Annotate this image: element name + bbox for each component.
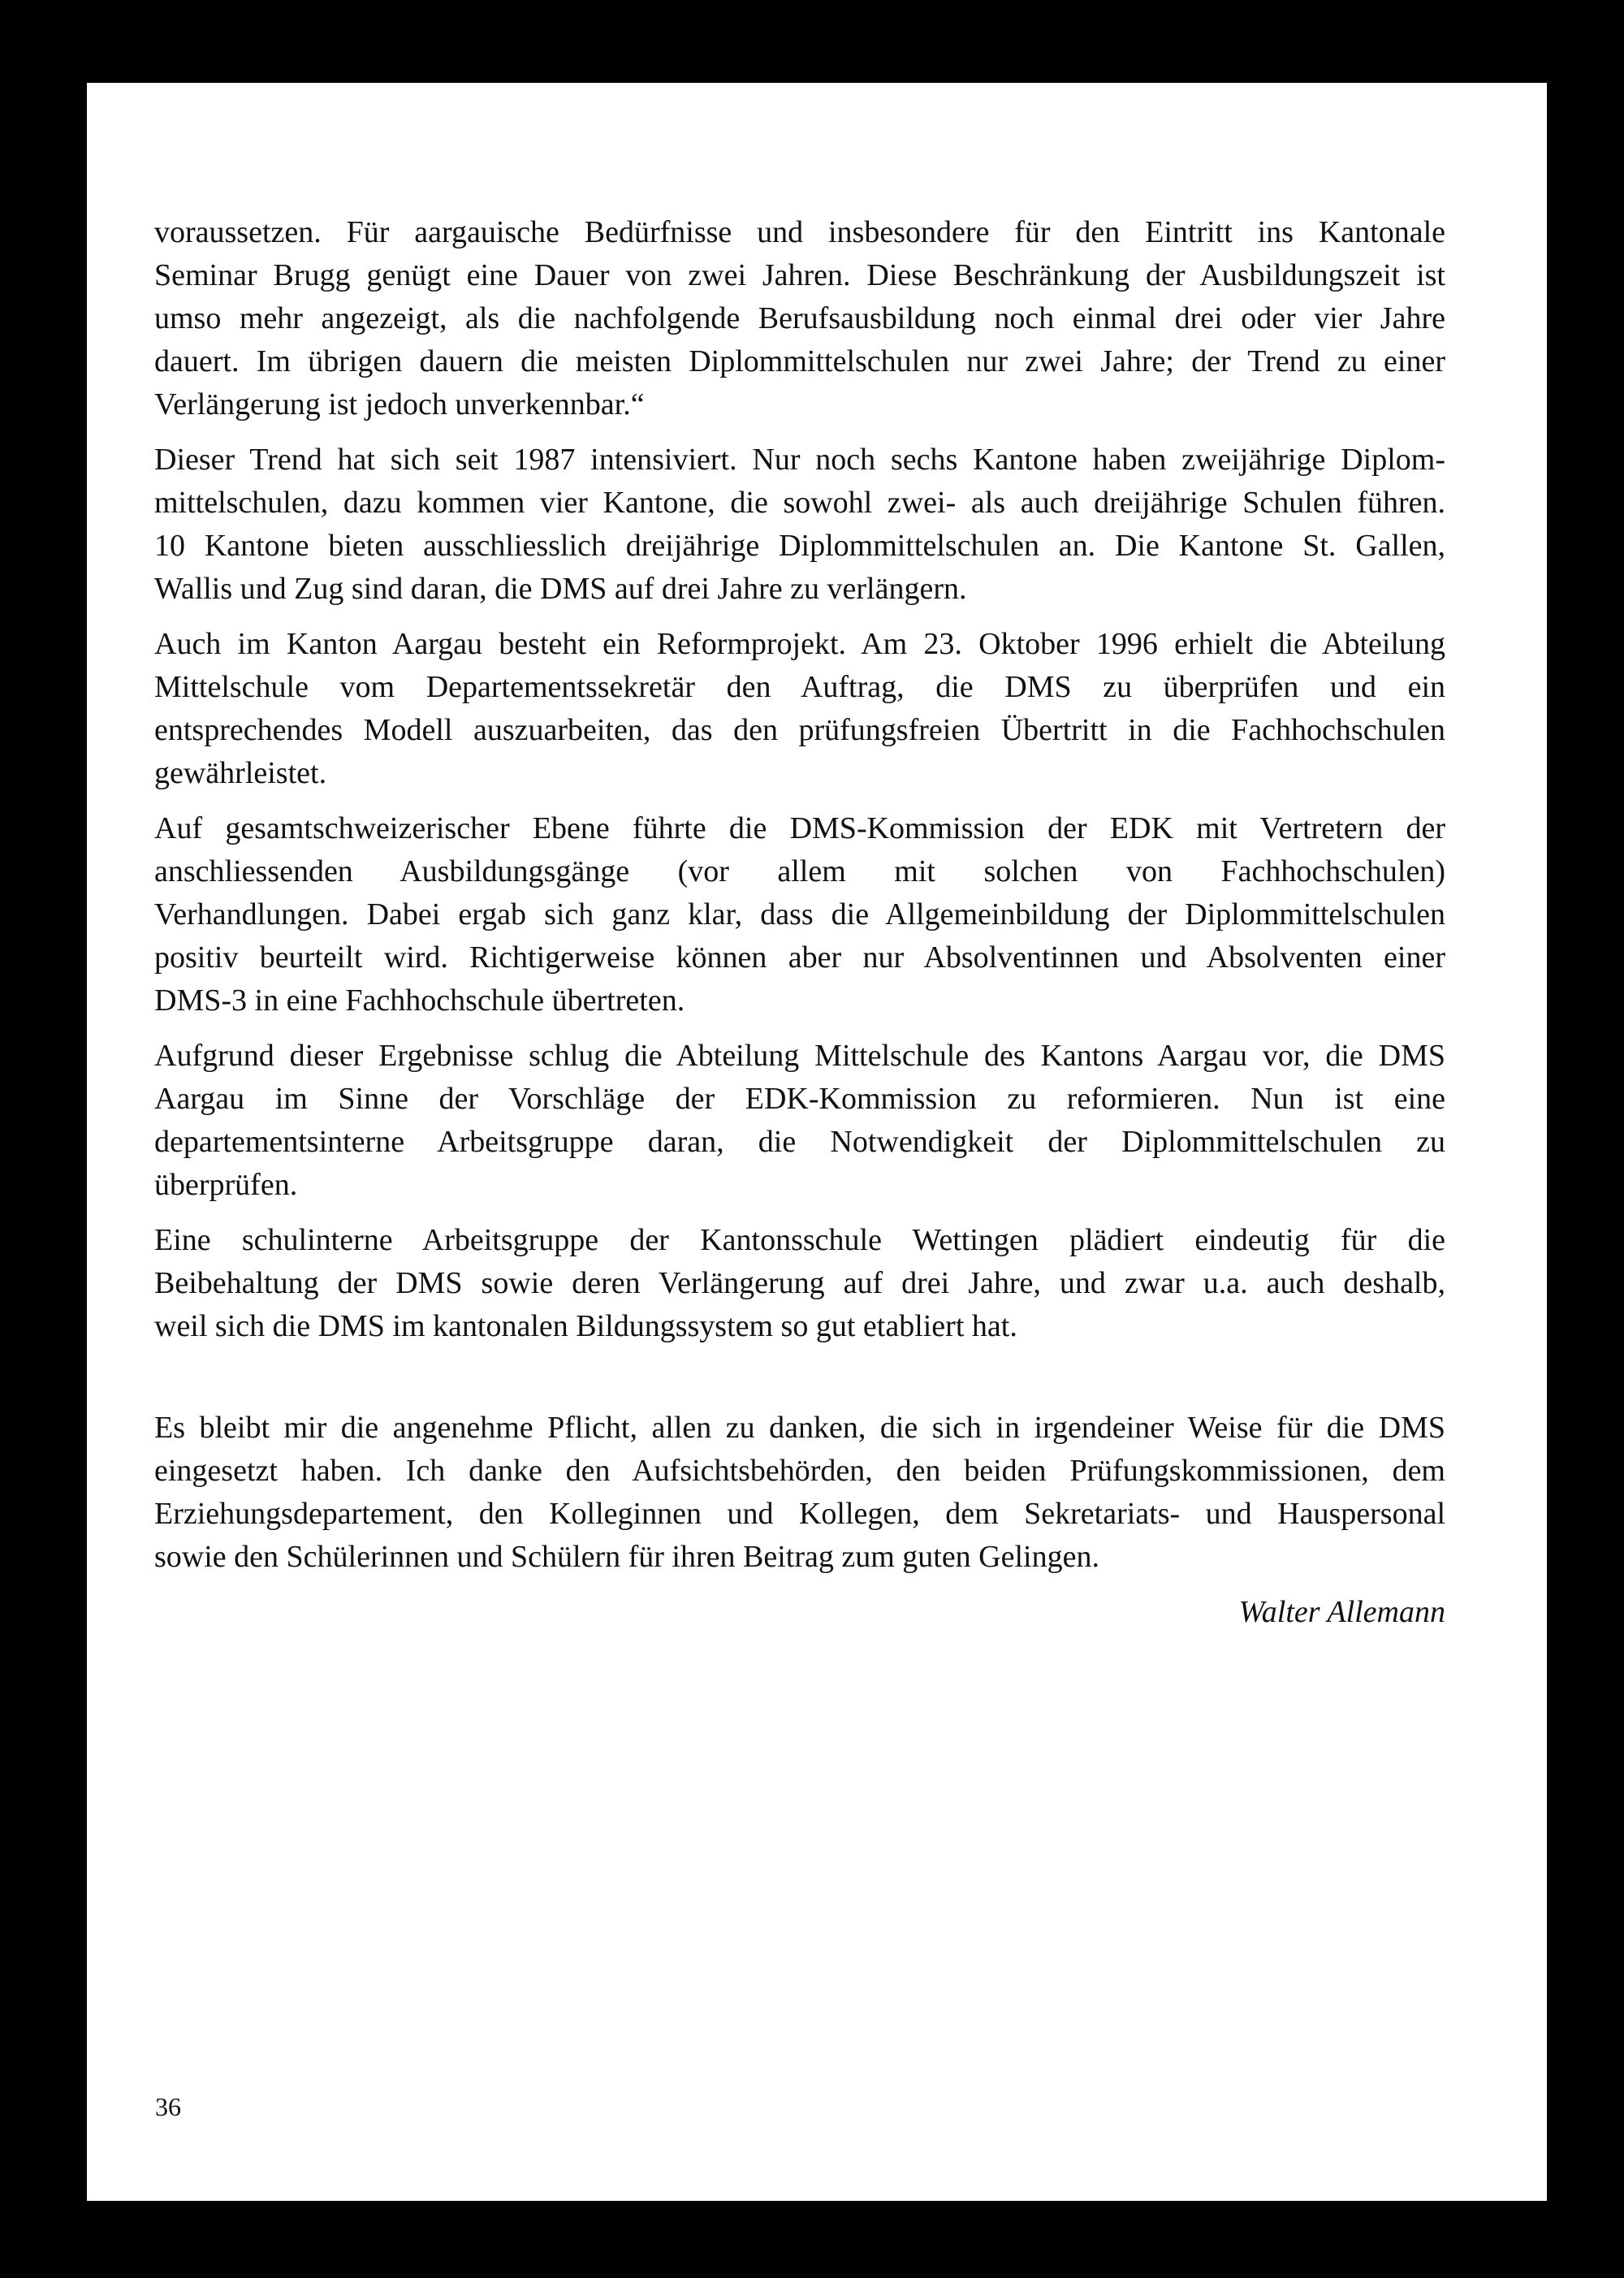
text-line: voraussetzen. Für aargauische Bedürfnisse und insbesondere für den Eintritt ins Kantonale	[154, 215, 1445, 249]
text-line: anschliessenden Ausbildungsgänge (vor allem mit solchen von Fachhochschulen)	[154, 854, 1445, 888]
paragraph	[154, 1219, 1445, 1348]
text-line: weil sich die DMS im kantonalen Bildungssystem so gut etabliert hat.	[154, 1309, 1017, 1343]
text-line: eingesetzt haben. Ich danke den Aufsichtsbehörden, den beiden Prüfungskommissionen, dem	[154, 1454, 1445, 1488]
text-line: Aargau im Sinne der Vorschläge der EDK-Kommission zu reformieren. Nun ist eine	[154, 1082, 1445, 1116]
text-line: Erziehungsdepartement, den Kolleginnen und Kollegen, dem Sekretariats- und Hauspersonal	[154, 1497, 1445, 1531]
text-line: sowie den Schülerinnen und Schülern für ihren Beitrag zum guten Gelingen.	[154, 1540, 1099, 1574]
paragraph	[154, 623, 1445, 795]
text-line: Mittelschule vom Departementssekretär den Auftrag, die DMS zu überprüfen und ein	[154, 670, 1445, 704]
text-line: Auf gesamtschweizerischer Ebene führte die DMS-Kommission der EDK mit Vertretern der	[154, 811, 1445, 845]
text-line: gewährleistet.	[154, 756, 327, 790]
signature: Walter Allemann	[1238, 1595, 1445, 1629]
text-line: departementsinterne Arbeitsgruppe daran, die Notwendigkeit der Diplommittelschulen zu	[154, 1125, 1445, 1159]
paragraphs	[154, 211, 1445, 1579]
text-line: Es bleibt mir die angenehme Pflicht, allen zu danken, die sich in irgendeiner Weise für die DMS	[154, 1411, 1445, 1445]
page-number: 36	[155, 2092, 181, 2121]
text-line: Auch im Kanton Aargau besteht ein Reformprojekt. Am 23. Oktober 1996 erhielt die Abteilung	[154, 627, 1445, 661]
text-line: umso mehr angezeigt, als die nachfolgende Berufsausbildung noch einmal drei oder vier Jahre	[154, 301, 1445, 335]
body-text	[154, 211, 1445, 1634]
text-line: 10 Kantone bieten ausschliesslich dreijährige Diplommittelschulen an. Die Kantone St. Gallen,	[154, 529, 1445, 563]
paragraph	[154, 439, 1445, 611]
text-line: Wallis und Zug sind daran, die DMS auf drei Jahre zu verlängern.	[154, 572, 967, 606]
text-line: Verlängerung ist jedoch unverkennbar.“	[154, 387, 645, 421]
text-line: dauert. Im übrigen dauern die meisten Diplommittelschulen nur zwei Jahre; der Trend zu einer	[154, 344, 1445, 378]
paragraph	[154, 1407, 1445, 1579]
text-line: Eine schulinterne Arbeitsgruppe der Kantonsschule Wettingen plädiert eindeutig für die	[154, 1223, 1445, 1257]
paragraph	[154, 1035, 1445, 1207]
text-line: Verhandlungen. Dabei ergab sich ganz klar, dass die Allgemeinbildung der Diplommittelschulen	[154, 897, 1445, 932]
text-line: entsprechendes Modell auszuarbeiten, das den prüfungsfreien Übertritt in die Fachhochschulen	[154, 713, 1445, 747]
text-line: mittelschulen, dazu kommen vier Kantone, die sowohl zwei- als auch dreijährige Schulen führen.	[154, 486, 1445, 520]
paragraph	[154, 807, 1445, 1022]
text-line: überprüfen.	[154, 1168, 298, 1202]
document-page	[87, 83, 1547, 2201]
text-line: Dieser Trend hat sich seit 1987 intensiviert. Nur noch sechs Kantone haben zweijährige Diplom-	[154, 443, 1445, 477]
text-line: DMS-3 in eine Fachhochschule übertreten.	[154, 983, 685, 1018]
text-line: Seminar Brugg genügt eine Dauer von zwei Jahren. Diese Beschränkung der Ausbildungszeit ist	[154, 258, 1445, 292]
text-line: positiv beurteilt wird. Richtigerweise können aber nur Absolventinnen und Absolventen einer	[154, 940, 1445, 975]
text-line: Beibehaltung der DMS sowie deren Verlängerung auf drei Jahre, und zwar u.a. auch deshalb,	[154, 1266, 1445, 1300]
paragraph	[154, 211, 1445, 426]
text-line: Aufgrund dieser Ergebnisse schlug die Abteilung Mittelschule des Kantons Aargau vor, die DMS	[154, 1039, 1445, 1073]
